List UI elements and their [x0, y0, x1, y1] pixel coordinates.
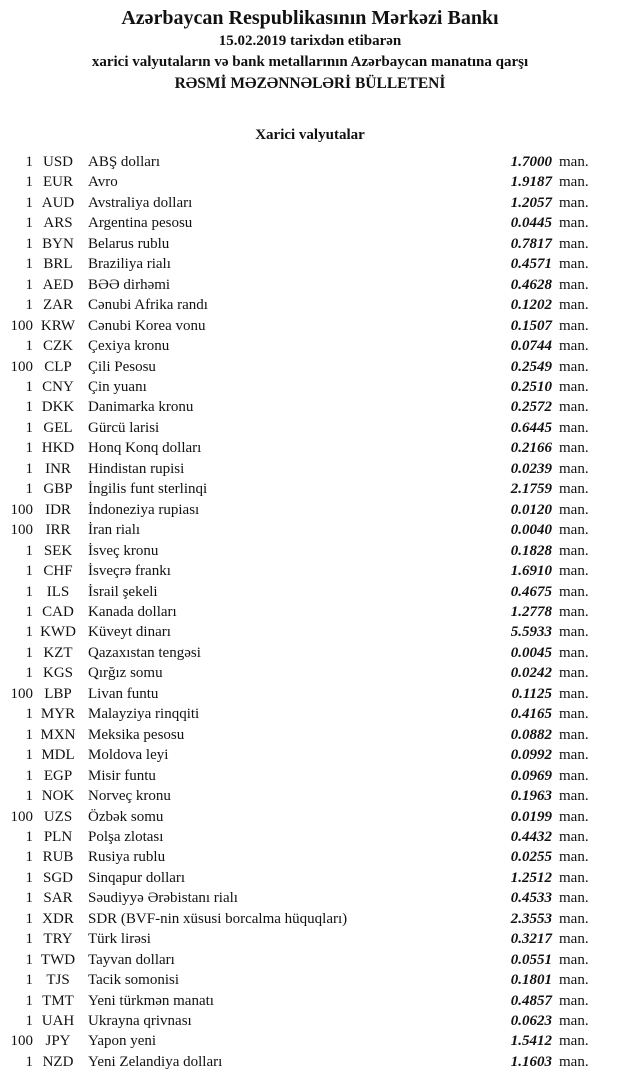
quantity: 1	[25, 828, 33, 845]
quantity: 1	[25, 951, 33, 968]
rate-value: 0.0445	[510, 215, 552, 232]
rate-row	[0, 479, 620, 499]
currency-code: KZT	[43, 644, 73, 661]
rate-value: 2.1759	[510, 481, 552, 498]
rate-row	[0, 336, 620, 356]
quantity: 1	[25, 910, 33, 927]
quantity: 1	[25, 788, 33, 805]
unit-label: man.	[559, 726, 589, 743]
rate-value: 1.2512	[510, 869, 552, 886]
currency-name: İran rialı	[88, 522, 141, 539]
currency-code: HKD	[41, 440, 75, 457]
unit-label: man.	[559, 910, 589, 927]
rate-value: 0.0242	[510, 665, 552, 682]
currency-code: CHF	[43, 563, 73, 580]
quantity: 1	[25, 419, 33, 436]
currency-code: TWD	[40, 951, 76, 968]
rate-value: 2.3553	[510, 910, 552, 927]
quantity: 100	[10, 317, 33, 334]
rate-row	[0, 561, 620, 581]
currency-code: MXN	[40, 726, 76, 743]
currency-name: Yeni Zelandiya dolları	[88, 1053, 223, 1070]
rate-row	[0, 357, 620, 377]
unit-label: man.	[559, 624, 589, 641]
quantity: 1	[25, 194, 33, 211]
rate-row	[0, 950, 620, 970]
quantity: 1	[25, 726, 33, 743]
currency-name: Tacik somonisi	[88, 972, 180, 989]
rate-value: 0.4533	[510, 890, 552, 907]
currency-name: Argentina pesosu	[88, 215, 193, 232]
rate-value: 0.1507	[510, 317, 552, 334]
unit-label: man.	[559, 399, 589, 416]
currency-code: TJS	[46, 972, 70, 989]
rate-value: 0.6445	[510, 419, 552, 436]
currency-code: INR	[45, 460, 71, 477]
section-title-foreign-currencies: Xarici valyutalar	[255, 127, 365, 143]
currency-name: Livan funtu	[88, 685, 159, 702]
quantity: 1	[25, 297, 33, 314]
rate-value: 0.1828	[510, 542, 552, 559]
rate-row	[0, 1011, 620, 1031]
unit-label: man.	[559, 972, 589, 989]
unit-label: man.	[559, 154, 589, 170]
unit-label: man.	[559, 890, 589, 907]
rate-row	[0, 459, 620, 479]
quantity: 1	[25, 1053, 33, 1070]
currency-name: Avro	[88, 174, 118, 191]
rate-row	[0, 622, 620, 642]
rate-value: 0.4571	[510, 256, 552, 273]
currency-name: İsrail şekeli	[88, 583, 158, 600]
rate-value: 0.1801	[510, 972, 552, 989]
rate-row	[0, 909, 620, 929]
unit-label: man.	[559, 378, 589, 395]
currency-code: TRY	[43, 931, 73, 948]
currency-name: Moldova leyi	[88, 747, 169, 764]
currency-name: Yapon yeni	[88, 1033, 157, 1050]
unit-label: man.	[559, 215, 589, 232]
quantity: 1	[25, 624, 33, 641]
currency-code: NZD	[42, 1053, 74, 1070]
rate-row	[0, 888, 620, 908]
currency-name: Özbək somu	[88, 808, 164, 825]
rate-row	[0, 929, 620, 949]
currency-code: SEK	[43, 542, 73, 559]
date-line: 15.02.2019 tarixdən etibarən	[218, 33, 402, 49]
bulletin-page	[0, 6, 620, 1079]
currency-name: Belarus rublu	[88, 235, 170, 252]
unit-label: man.	[559, 951, 589, 968]
currency-name: Çin yuanı	[88, 378, 147, 395]
rate-row	[0, 847, 620, 867]
quantity: 1	[25, 154, 33, 170]
rate-row	[0, 643, 620, 663]
rate-row	[0, 1052, 620, 1072]
currency-name: ABŞ dolları	[88, 154, 161, 170]
unit-label: man.	[559, 358, 589, 375]
rate-row	[0, 541, 620, 561]
rate-row	[0, 316, 620, 336]
currency-code: ARS	[43, 215, 73, 232]
quantity: 1	[25, 972, 33, 989]
currency-name: Malayziya rinqqiti	[88, 706, 200, 723]
currency-name: Tayvan dolları	[88, 951, 175, 968]
rate-row	[0, 807, 620, 827]
unit-label: man.	[559, 174, 589, 191]
rate-row	[0, 234, 620, 254]
currency-name: Sinqapur dolları	[88, 869, 186, 886]
unit-label: man.	[559, 297, 589, 314]
quantity: 1	[25, 706, 33, 723]
quantity: 1	[25, 665, 33, 682]
currency-code: RUB	[42, 849, 74, 866]
rate-value: 1.2057	[510, 194, 552, 211]
subtitle-line: xarici valyutaların və bank metallarının Azərbaycan manatına qarşı	[91, 54, 529, 70]
currency-code: BRL	[43, 256, 73, 273]
quantity: 1	[25, 215, 33, 232]
bulletin-title: RƏSMİ MƏZƏNNƏLƏRİ BÜLLETENİ	[174, 75, 446, 92]
unit-label: man.	[559, 1013, 589, 1030]
rate-value: 0.0239	[510, 460, 552, 477]
quantity: 1	[25, 644, 33, 661]
currency-name: Səudiyyə Ərəbistanı rialı	[88, 890, 238, 907]
unit-label: man.	[559, 1053, 589, 1070]
rate-row	[0, 786, 620, 806]
quantity: 1	[25, 460, 33, 477]
quantity: 1	[25, 174, 33, 191]
currency-code: AUD	[41, 194, 75, 211]
rate-row	[0, 582, 620, 602]
currency-name: Türk lirəsi	[88, 931, 151, 948]
rate-row	[0, 991, 620, 1011]
unit-label: man.	[559, 194, 589, 211]
rate-row	[0, 704, 620, 724]
rate-value: 0.0882	[510, 726, 552, 743]
currency-name: Avstraliya dolları	[88, 194, 193, 211]
unit-label: man.	[559, 460, 589, 477]
currency-code: EUR	[43, 174, 73, 191]
currency-name: Hindistan rupisi	[88, 460, 185, 477]
rate-row	[0, 254, 620, 274]
rate-row	[0, 970, 620, 990]
currency-name: İsveçrə frankı	[88, 563, 171, 580]
rate-row	[0, 193, 620, 213]
unit-label: man.	[559, 685, 589, 702]
currency-name: Honq Konq dolları	[88, 440, 202, 457]
rate-value: 0.2572	[510, 399, 552, 416]
unit-label: man.	[559, 808, 589, 825]
rate-value: 0.1202	[510, 297, 552, 314]
currency-code: CLP	[44, 358, 72, 375]
unit-label: man.	[559, 788, 589, 805]
rate-value: 1.5412	[510, 1033, 552, 1050]
unit-label: man.	[559, 256, 589, 273]
rate-row	[0, 725, 620, 745]
rate-value: 0.1125	[511, 685, 552, 702]
unit-label: man.	[559, 644, 589, 661]
rate-value: 0.1963	[510, 788, 552, 805]
currency-name: Qazaxıstan tengəsi	[88, 644, 201, 661]
rate-row	[0, 172, 620, 192]
rate-row	[0, 766, 620, 786]
rate-value: 0.0551	[510, 951, 552, 968]
rate-row	[0, 295, 620, 315]
unit-label: man.	[559, 992, 589, 1009]
currency-name: Cənubi Korea vonu	[88, 317, 206, 334]
currency-name: Norveç kronu	[88, 788, 171, 805]
rate-row	[0, 602, 620, 622]
quantity: 1	[25, 603, 33, 620]
rate-row	[0, 377, 620, 397]
rate-value: 0.3217	[510, 931, 552, 948]
rate-value: 0.2510	[510, 378, 552, 395]
currency-name: BƏƏ dirhəmi	[88, 276, 171, 293]
unit-label: man.	[559, 235, 589, 252]
rate-row	[0, 684, 620, 704]
rate-value: 1.2778	[510, 603, 552, 620]
currency-name: Gürcü larisi	[88, 419, 160, 436]
unit-label: man.	[559, 849, 589, 866]
unit-label: man.	[559, 317, 589, 334]
currency-code: CAD	[42, 603, 74, 620]
currency-code: IRR	[45, 522, 71, 539]
rate-row	[0, 663, 620, 683]
currency-code: SGD	[42, 869, 73, 886]
currency-code: MYR	[40, 706, 76, 723]
rate-row	[0, 213, 620, 233]
rate-value: 0.4165	[510, 706, 552, 723]
currency-name: Cənubi Afrika randı	[88, 297, 208, 314]
currency-code: DKK	[41, 399, 75, 416]
quantity: 1	[25, 992, 33, 1009]
quantity: 100	[10, 808, 33, 825]
rate-value: 0.4675	[510, 583, 552, 600]
unit-label: man.	[559, 931, 589, 948]
currency-code: CNY	[42, 378, 74, 395]
currency-code: BYN	[42, 235, 74, 252]
currency-name: İndoneziya rupiası	[88, 501, 200, 518]
currency-code: KGS	[42, 665, 73, 682]
currency-code: JPY	[45, 1033, 71, 1050]
currency-name: Braziliya rialı	[88, 256, 171, 273]
quantity: 1	[25, 869, 33, 886]
currency-code: EGP	[43, 767, 73, 784]
quantity: 1	[25, 235, 33, 252]
currency-code: LBP	[44, 685, 72, 702]
currency-code: KWD	[40, 624, 76, 641]
quantity: 1	[25, 747, 33, 764]
unit-label: man.	[559, 767, 589, 784]
rate-value: 0.0040	[510, 522, 552, 539]
quantity: 1	[25, 338, 33, 355]
unit-label: man.	[559, 522, 589, 539]
currency-code: SAR	[43, 890, 73, 907]
currency-code: NOK	[41, 788, 75, 805]
rate-value: 0.2549	[510, 358, 552, 375]
rate-value: 1.7000	[510, 154, 552, 170]
currency-name: Meksika pesosu	[88, 726, 185, 743]
currency-name: Ukrayna qrivnası	[88, 1013, 192, 1030]
currency-code: AED	[42, 276, 74, 293]
rate-value: 0.7817	[510, 235, 552, 252]
currency-name: Misir funtu	[88, 767, 156, 784]
unit-label: man.	[559, 583, 589, 600]
rate-value: 0.0744	[510, 338, 552, 355]
currency-name: Çili Pesosu	[88, 358, 156, 375]
currency-code: MDL	[41, 747, 75, 764]
rate-row	[0, 438, 620, 458]
currency-name: Rusiya rublu	[88, 849, 166, 866]
currency-name: Kanada dolları	[88, 603, 177, 620]
currency-code: PLN	[43, 828, 73, 845]
currency-name: SDR (BVF-nin xüsusi borcalma hüquqları)	[88, 910, 348, 927]
rate-row	[0, 1031, 620, 1051]
unit-label: man.	[559, 481, 589, 498]
quantity: 1	[25, 399, 33, 416]
unit-label: man.	[559, 706, 589, 723]
quantity: 100	[10, 685, 33, 702]
unit-label: man.	[559, 603, 589, 620]
unit-label: man.	[559, 747, 589, 764]
currency-name: Yeni türkmən manatı	[88, 992, 214, 1009]
rate-value: 0.0623	[510, 1013, 552, 1030]
currency-code: UAH	[41, 1013, 75, 1030]
rate-value: 0.0045	[510, 644, 552, 661]
currency-code: KRW	[40, 317, 76, 334]
currency-name: İngilis funt sterlinqi	[88, 481, 208, 498]
rate-value: 0.2166	[510, 440, 552, 457]
unit-label: man.	[559, 419, 589, 436]
currency-name: Çexiya kronu	[88, 338, 170, 355]
currency-code: UZS	[43, 808, 73, 825]
unit-label: man.	[559, 1033, 589, 1050]
unit-label: man.	[559, 665, 589, 682]
rate-value: 1.9187	[510, 174, 552, 191]
unit-label: man.	[559, 542, 589, 559]
currency-name: Küveyt dinarı	[88, 624, 171, 641]
currency-name: Polşa zlotası	[88, 828, 164, 845]
rate-row	[0, 827, 620, 847]
unit-label: man.	[559, 338, 589, 355]
rate-value: 0.0199	[510, 808, 552, 825]
unit-label: man.	[559, 563, 589, 580]
rate-row	[0, 500, 620, 520]
currency-code: CZK	[43, 338, 73, 355]
currency-code: ILS	[46, 583, 70, 600]
currency-code: USD	[42, 154, 73, 170]
rate-value: 0.4628	[510, 276, 552, 293]
rate-row	[0, 275, 620, 295]
quantity: 1	[25, 563, 33, 580]
rate-value: 0.4432	[510, 828, 552, 845]
unit-label: man.	[559, 440, 589, 457]
rate-row	[0, 152, 620, 172]
unit-label: man.	[559, 828, 589, 845]
quantity: 1	[25, 931, 33, 948]
quantity: 1	[25, 890, 33, 907]
currency-code: GEL	[43, 419, 73, 436]
quantity: 1	[25, 378, 33, 395]
quantity: 1	[25, 481, 33, 498]
rate-row	[0, 418, 620, 438]
quantity: 1	[25, 256, 33, 273]
rate-value: 0.0120	[510, 501, 552, 518]
bulletin-header	[0, 6, 620, 94]
unit-label: man.	[559, 276, 589, 293]
currency-code: ZAR	[43, 297, 73, 314]
rate-row	[0, 397, 620, 417]
quantity: 100	[10, 358, 33, 375]
rate-value: 0.0992	[510, 747, 552, 764]
quantity: 1	[25, 849, 33, 866]
currency-name: Qırğız somu	[88, 665, 163, 682]
rate-value: 5.5933	[510, 624, 552, 641]
currency-code: TMT	[42, 992, 74, 1009]
rate-value: 1.1603	[510, 1053, 552, 1070]
quantity: 1	[25, 440, 33, 457]
quantity: 100	[10, 501, 33, 518]
quantity: 1	[25, 583, 33, 600]
currency-code: IDR	[45, 501, 71, 518]
rate-value: 0.0255	[510, 849, 552, 866]
quantity: 1	[25, 276, 33, 293]
currency-code: XDR	[42, 910, 74, 927]
unit-label: man.	[559, 501, 589, 518]
rate-value: 1.6910	[510, 563, 552, 580]
currency-code: GBP	[43, 481, 73, 498]
quantity: 100	[10, 522, 33, 539]
currency-name: İsveç kronu	[88, 542, 159, 559]
rate-value: 0.0969	[510, 767, 552, 784]
currency-name: Danimarka kronu	[88, 399, 194, 416]
unit-label: man.	[559, 869, 589, 886]
quantity: 1	[25, 767, 33, 784]
rate-value: 0.4857	[510, 992, 552, 1009]
rate-row	[0, 520, 620, 540]
quantity: 1	[25, 1013, 33, 1030]
rate-row	[0, 868, 620, 888]
quantity: 1	[25, 542, 33, 559]
bank-title: Azərbaycan Respublikasının Mərkəzi Bankı	[121, 7, 499, 29]
quantity: 100	[10, 1033, 33, 1050]
rate-row	[0, 745, 620, 765]
exchange-rates-table	[0, 152, 620, 1072]
